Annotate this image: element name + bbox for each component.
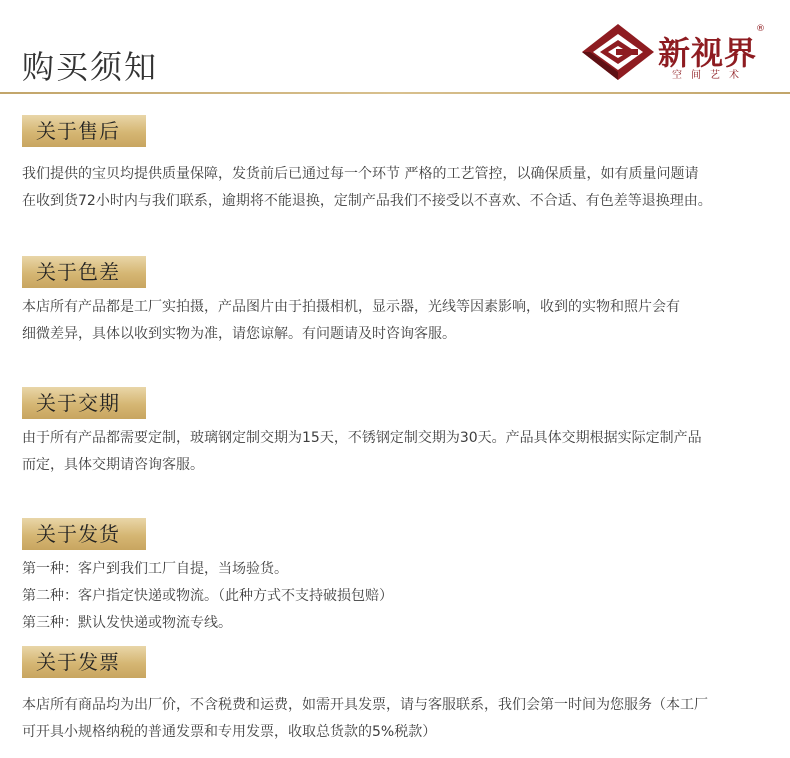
body-line: 第一种：客户到我们工厂自提，当场验货。	[22, 561, 288, 577]
section-label: 关于交期	[22, 387, 146, 419]
body-line: 细微差异，具体以收到实物为准，请您谅解。有问题请及时咨询客服。	[22, 326, 456, 342]
section-body	[22, 556, 774, 637]
section-label: 关于色差	[22, 256, 146, 288]
section-body	[22, 294, 774, 348]
section-body	[22, 692, 774, 746]
section-label: 关于售后	[22, 115, 146, 147]
section-label: 关于发票	[22, 646, 146, 678]
body-line: 由于所有产品都需要定制，玻璃钢定制交期为15天，不锈钢定制交期为30天。产品具体交期根据实际定制产品	[22, 430, 702, 446]
brand-logo	[580, 22, 770, 82]
registered-mark: ®	[756, 24, 765, 34]
body-line: 在收到货72小时内与我们联系，逾期将不能退换，定制产品我们不接受以不喜欢、不合适、有色差等退换理由。	[22, 193, 712, 209]
body-line: 可开具小规格纳税的普通发票和专用发票，收取总货款的5%税款）	[22, 724, 437, 740]
page-title: 购买须知	[22, 48, 159, 86]
body-line: 而定，具体交期请咨询客服。	[22, 457, 204, 473]
section-body	[22, 161, 774, 215]
section-label: 关于发货	[22, 518, 146, 550]
logo-subtitle: 空间艺术	[672, 70, 748, 81]
body-line: 我们提供的宝贝均提供质量保障，发货前后已通过每一个环节 严格的工艺管控，以确保质量，如有质量问题请	[22, 166, 699, 182]
logo-mark-icon	[580, 22, 656, 82]
logo-name: 新视界	[658, 34, 758, 72]
body-line: 本店所有产品都是工厂实拍摄，产品图片由于拍摄相机，显示器，光线等因素影响，收到的实物和照片会有	[22, 299, 680, 315]
page-header	[0, 0, 790, 95]
body-line: 本店所有商品均为出厂价，不含税费和运费，如需开具发票，请与客服联系，我们会第一时间为您服务（本工厂	[22, 697, 708, 713]
body-line: 第三种：默认发快递或物流专线。	[22, 615, 232, 631]
body-line: 第二种：客户指定快递或物流。（此种方式不支持破损包赔）	[22, 588, 393, 604]
header-divider	[0, 92, 790, 94]
section-body	[22, 425, 774, 479]
